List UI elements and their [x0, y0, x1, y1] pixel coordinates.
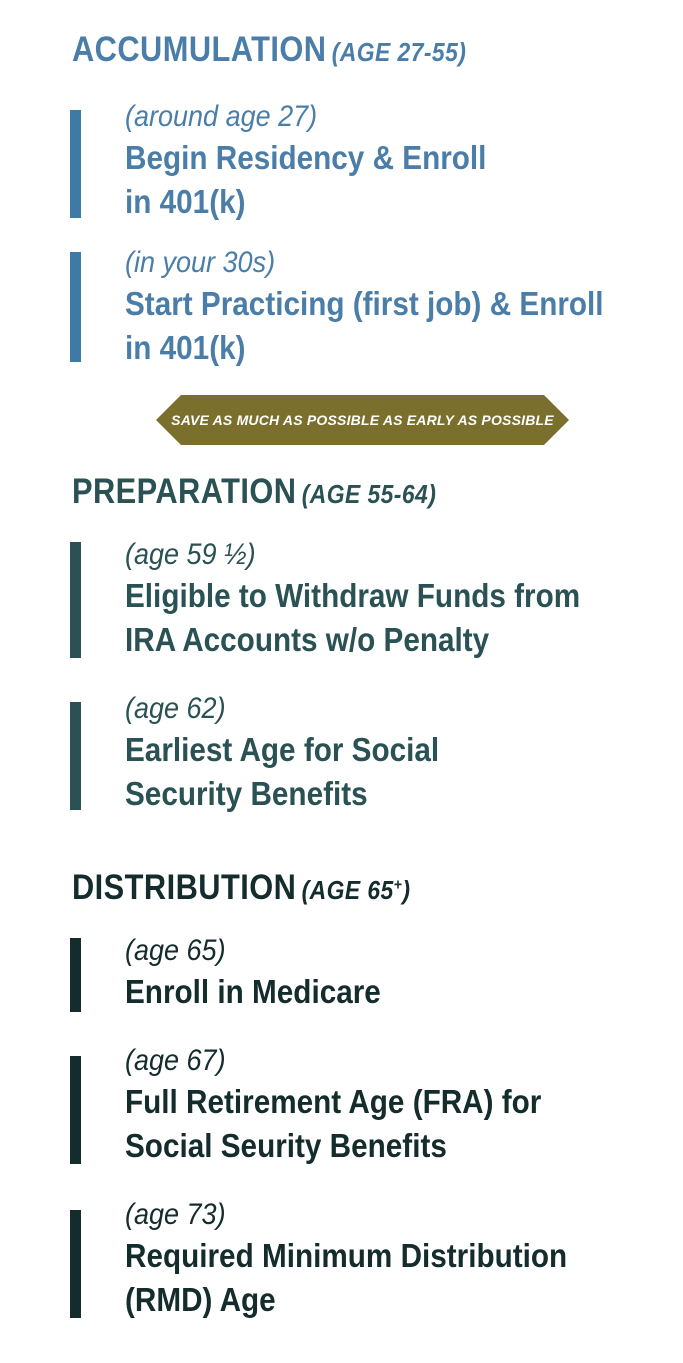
entry-age: (age 62): [125, 692, 226, 725]
timeline-bar: [70, 542, 81, 658]
timeline-bar: [70, 1056, 81, 1164]
entry-title-line: Social Seurity Benefits: [125, 1127, 447, 1164]
entry-age: (age 73): [125, 1198, 226, 1231]
savings-banner: [156, 395, 569, 445]
entry-title-line: Begin Residency & Enroll: [125, 139, 487, 176]
entry-age: (age 65): [125, 934, 226, 967]
banner-text: SAVE AS MUCH AS POSSIBLE AS EARLY AS POSSIBLE: [171, 412, 554, 428]
timeline-bar: [70, 938, 81, 1012]
entry-title-line: Enroll in Medicare: [125, 973, 381, 1010]
section-title-text: PREPARATION: [72, 472, 297, 511]
entry-title-line: Full Retirement Age (FRA) for: [125, 1083, 542, 1120]
section-title-accumulation: [72, 30, 466, 70]
range-prefix: (AGE 65: [301, 875, 394, 905]
entry-title-line: (RMD) Age: [125, 1281, 276, 1318]
range-superscript: +: [393, 876, 403, 894]
section-title-text: DISTRIBUTION: [72, 868, 297, 907]
timeline-bar: [70, 1210, 81, 1318]
entry-title-line: Earliest Age for Social: [125, 731, 440, 768]
entry-age: (in your 30s): [125, 246, 276, 279]
entry-title-line: Required Minimum Distribution: [125, 1237, 568, 1274]
section-title-preparation: [72, 472, 436, 512]
timeline-bar: [70, 110, 81, 218]
entry-title-line: IRA Accounts w/o Penalty: [125, 621, 490, 658]
entry-age: (age 67): [125, 1044, 226, 1077]
entry-title-line: Eligible to Withdraw Funds from: [125, 577, 581, 614]
section-age-range: (AGE 55-64): [301, 479, 437, 509]
timeline-bar: [70, 252, 81, 362]
entry-title-line: Start Practicing (first job) & Enroll: [125, 285, 604, 322]
entry-age: (around age 27): [125, 100, 318, 133]
entry-title-line: in 401(k): [125, 329, 246, 366]
entry-title-line: in 401(k): [125, 183, 246, 220]
timeline-bar: [70, 702, 81, 810]
entry-age: (age 59 ½): [125, 538, 256, 571]
range-suffix: ): [402, 875, 411, 905]
entry-title-line: Security Benefits: [125, 775, 368, 812]
section-title-distribution: [72, 868, 410, 908]
section-age-range: (AGE 27-55): [331, 37, 467, 67]
section-age-range: [302, 875, 411, 905]
section-title-text: ACCUMULATION: [72, 30, 327, 69]
